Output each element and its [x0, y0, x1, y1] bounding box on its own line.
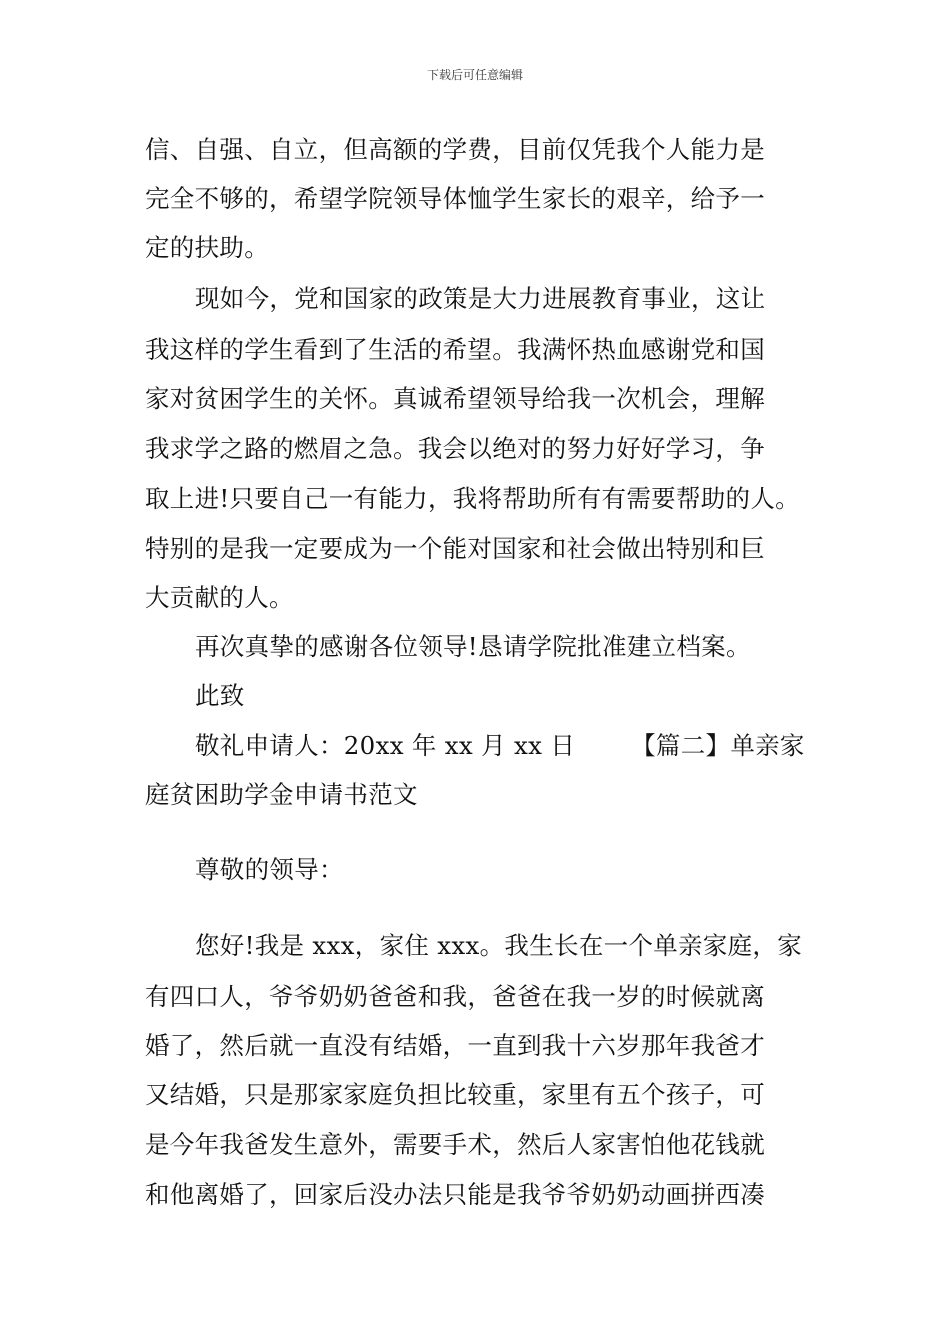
text-line: 您好!我是 xxx，家住 xxx。我生长在一个单亲家庭，家	[195, 931, 803, 960]
salutation: 尊敬的领导：	[195, 855, 344, 884]
text-line: 家对贫困学生的关怀。真诚希望领导给我一次机会，理解	[145, 384, 765, 413]
text-line: 我求学之路的燃眉之急。我会以绝对的努力好好学习，争	[145, 434, 765, 463]
signature-line	[195, 731, 895, 761]
section-heading-continued: 庭贫困助学金申请书范文	[145, 780, 418, 809]
text-line: 我这样的学生看到了生活的希望。我满怀热血感谢党和国	[145, 335, 765, 364]
page-header: 下载后可任意编辑	[426, 68, 523, 82]
text-line: 取上进!只要自己一有能力，我将帮助所有有需要帮助的人。	[145, 484, 800, 513]
text-line: 婚了，然后就一直没有结婚，一直到我十六岁那年我爸才	[145, 1031, 765, 1060]
text-line: 完全不够的，希望学院领导体恤学生家长的艰辛，给予一	[145, 184, 765, 213]
text-line: 大贡献的人。	[145, 583, 294, 612]
text-line: 定的扶助。	[145, 233, 269, 262]
text-line: 又结婚，只是那家家庭负担比较重，家里有五个孩子，可	[145, 1080, 765, 1109]
signature-text: 敬礼申请人：20xx 年 xx 月 xx 日	[195, 731, 576, 760]
text-line: 再次真挚的感谢各位领导!恳请学院批准建立档案。	[195, 632, 751, 661]
text-line: 现如今，党和国家的政策是大力进展教育事业，这让	[195, 284, 766, 313]
text-line: 此致	[195, 681, 245, 710]
text-line: 信、自强、自立，但高额的学费，目前仅凭我个人能力是	[145, 135, 765, 164]
section-heading: 【篇二】单亲家	[631, 731, 805, 760]
text-line: 特别的是我一定要成为一个能对国家和社会做出特别和巨	[145, 534, 765, 563]
text-line: 是今年我爸发生意外，需要手术，然后人家害怕他花钱就	[145, 1130, 765, 1159]
text-line: 有四口人，爷爷奶奶爸爸和我，爸爸在我一岁的时候就离	[145, 982, 765, 1011]
text-line: 和他离婚了，回家后没办法只能是我爷爷奶奶动画拼西凑	[145, 1180, 765, 1209]
